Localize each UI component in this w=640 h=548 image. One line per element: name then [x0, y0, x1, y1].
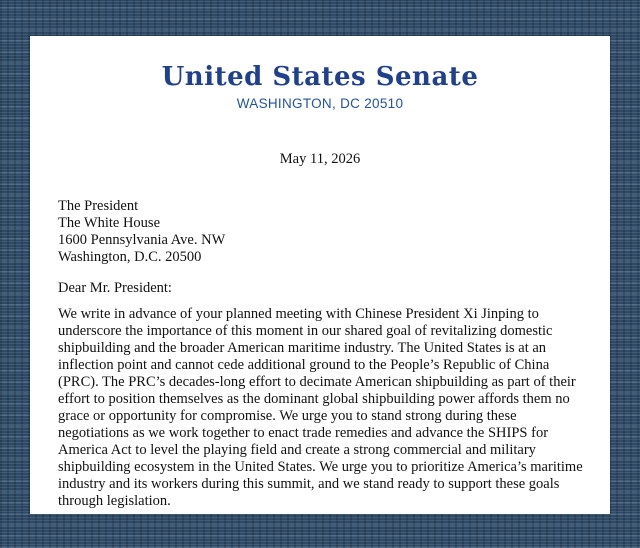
letterhead [30, 62, 610, 111]
letterhead-address: WASHINGTON, DC 20510 [236, 96, 404, 111]
letterhead-title: United States Senate [161, 62, 479, 92]
recipient-block [58, 198, 610, 266]
recipient-line: 1600 Pennsylvania Ave. NW [58, 232, 226, 248]
letter-page [30, 36, 610, 514]
salutation: Dear Mr. President: [58, 280, 172, 296]
recipient-line: Washington, D.C. 20500 [58, 249, 202, 265]
recipient-line: The White House [58, 215, 161, 231]
letter-date: May 11, 2026 [279, 151, 361, 167]
letter-body: We write in advance of your planned meeting with Chinese President Xi Jinping to underscore the importance of this moment in our shared goal of revitalizing domestic shipbuilding and the broader American maritime industry. The United States is at an inflection point and cannot cede additional ground to the People’s Republic of China (PRC). The PRC’s decades-long effort to decimate American shipbuilding as part of their effort to position themselves as the dominant global shipbuilding power affords them no grace or opportunity for compromise. We urge you to stand strong during these negotiations as we work together to enact trade remedies and advance the SHIPS for America Act to level the playing field and create a strong commercial and military shipbuilding ecosystem in the United States. We urge you to prioritize America’s maritime industry and its workers during this summit, and we stand ready to support these goals through legislation. [58, 306, 583, 509]
recipient-line: The President [58, 198, 139, 214]
